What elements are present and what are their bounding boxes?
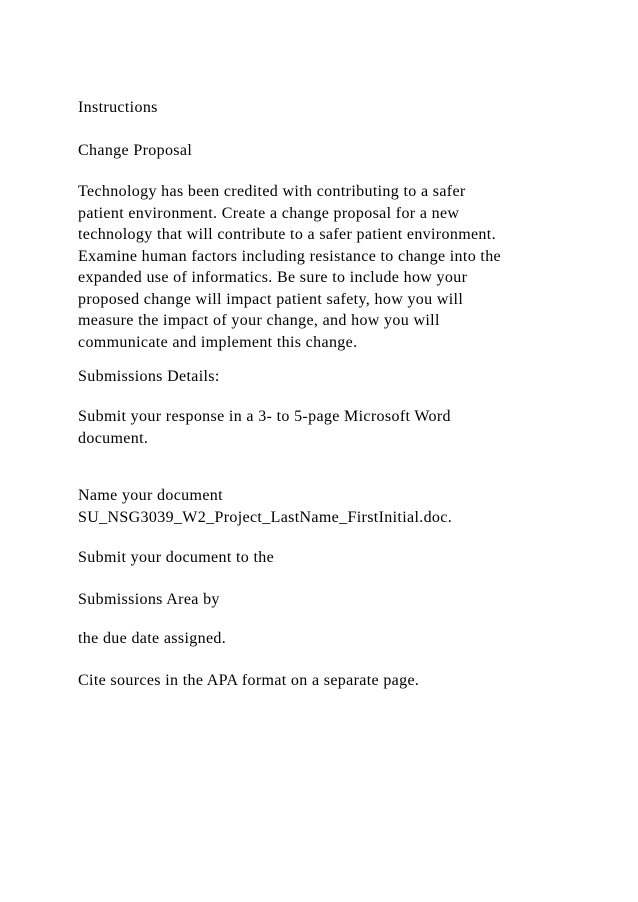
- submit-to-line: Submit your document to the: [78, 549, 275, 566]
- name-document-paragraph: Name your document SU_NSG3039_W2_Project_LastName_FirstInitial.doc.: [78, 487, 453, 526]
- due-date-line: the due date assigned.: [78, 630, 227, 647]
- submissions-area-line: Submissions Area by: [78, 591, 220, 608]
- submit-response-paragraph: Submit your response in a 3- to 5-page Microsoft Word document.: [78, 408, 451, 447]
- body-paragraph: Technology has been credited with contributing to a safer patient environment. Create a change proposal for a new technology that will contribute to a safer patient environment. Examine human factors including resistance to change into the expanded use of informatics. Be sure to include how your proposed change will impact patient safety, how you will measure the impact of your change, and how you will communicate and implement this change.: [78, 183, 501, 351]
- submissions-heading: Submissions Details:: [78, 368, 220, 385]
- document-title: Change Proposal: [78, 142, 193, 159]
- cite-sources-line: Cite sources in the APA format on a separate page.: [78, 672, 420, 689]
- instructions-heading: Instructions: [78, 99, 158, 116]
